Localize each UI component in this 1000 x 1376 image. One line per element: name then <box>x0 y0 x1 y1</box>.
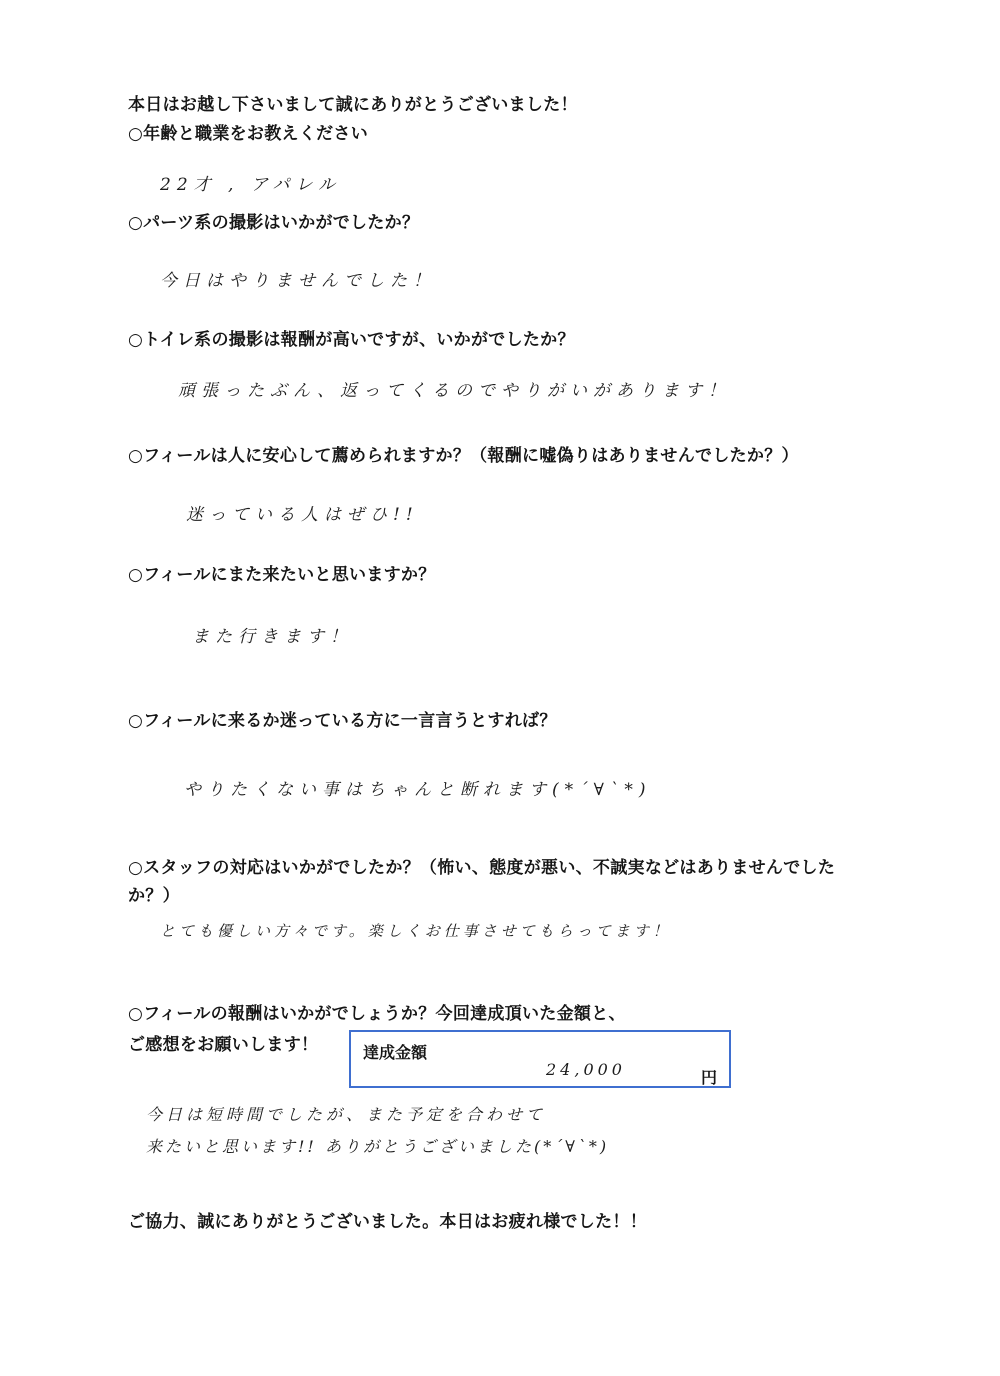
intro-text: 本日はお越し下さいまして誠にありがとうございました！ <box>128 95 578 115</box>
question-age-occupation: ○年齢と職業をお教えください <box>128 124 369 144</box>
final-comment-line1: 今日は短時間でしたが、また予定を合わせて <box>146 1105 547 1124</box>
question-advice: ○フィールに来るか迷っている方に一言言うとすれば？ <box>128 711 557 731</box>
amount-box <box>349 1030 731 1088</box>
question-staff-cont: か？） <box>128 886 180 906</box>
question-parts-shoot: ○パーツ系の撮影はいかがでしたか？ <box>128 213 420 233</box>
amount-value: 24,000 <box>546 1060 626 1079</box>
answer-staff: とても優しい方々です。楽しくお仕事させてもらってます！ <box>160 922 672 940</box>
answer-toilet-shoot: 頑張ったぶん、返ってくるのでやりがいがあります！ <box>178 381 732 401</box>
answer-parts-shoot: 今日はやりませんでした！ <box>160 271 436 291</box>
question-come-again: ○フィールにまた来たいと思いますか？ <box>128 565 436 585</box>
amount-unit: 円 <box>700 1068 717 1087</box>
question-recommend: ○フィールは人に安心して薦められますか？（報酬に嘘偽りはありませんでしたか？） <box>128 446 799 466</box>
amount-label: 達成金額 <box>363 1043 428 1062</box>
question-reward: ○フィールの報酬はいかがでしょうか？今回達成頂いた金額と、 <box>128 1004 626 1024</box>
answer-advice: やりたくない事はちゃんと断れます(*´∀`*) <box>184 780 652 800</box>
answer-come-again: また行きます！ <box>192 627 353 647</box>
final-comment-line2: 来たいと思います!! ありがとうございました(*´∀`*) <box>146 1137 610 1156</box>
question-staff: ○スタッフの対応はいかがでしたか？（怖い、態度が悪い、不誠実などはありませんでした <box>128 858 836 878</box>
question-toilet-shoot: ○トイレ系の撮影は報酬が高いですが、いかがでしたか？ <box>128 330 575 350</box>
question-reward-cont: ご感想をお願いします！ <box>128 1035 319 1055</box>
answer-age-occupation: 22才 , アパレル <box>160 175 342 195</box>
answer-recommend: 迷っている人はぜひ!! <box>186 505 419 525</box>
closing-text: ご協力、誠にありがとうございました。本日はお疲れ様でした！！ <box>128 1212 647 1232</box>
